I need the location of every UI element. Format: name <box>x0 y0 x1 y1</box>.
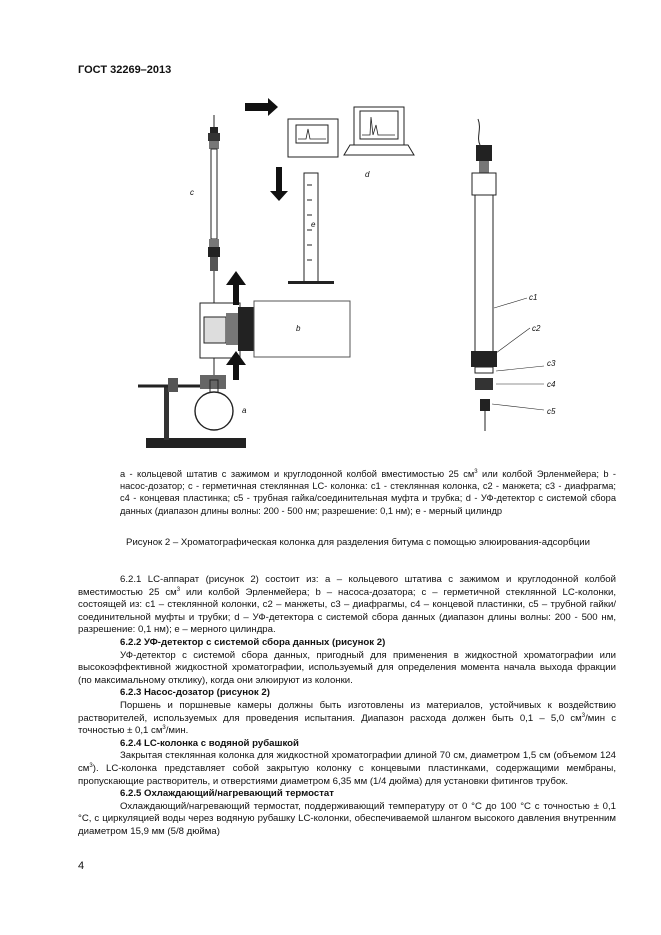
heading-6-2-4: 6.2.4 LC-колонка с водяной рубашкой <box>120 737 299 749</box>
heading-6-2-5: 6.2.5 Охлаждающий/нагревающий термостат <box>120 788 334 800</box>
label-e: e <box>311 220 316 229</box>
paragraph-6-2-1: 6.2.1 LC-аппарат (рисунок 2) состоит из: a – кольцевого штатива с зажимом и круглодонной колбой вместимостью 25 $см^3$ или колбой Эрленмейера; b – насоса-дозатора; c – герметичной стеклянной LC-колонки, состоящей из: c1 – стеклянной колонки, c2 – манжеты, c3 – диафрагмы, c4 – концевой пластинки, c5 – трубной гайки/соединительной муфты и трубки; d – УФ-детектора с системой сбора данных (диапазон длины волны: 200 - 500 нм, разрешение: 0,1 нм); e – мерного цилиндра. <box>78 574 616 636</box>
label-c4: c4 <box>547 380 556 389</box>
label-c2: c2 <box>532 324 541 333</box>
paragraph-6-2-5: Охлаждающий/нагревающий термостат, поддерживающий температуру от 0 °С до 100 °С с точностью ± 0,1 °С, с циркуляцией воды через водяную рубашку LC-колонки, обеспечиваемой шлангом высокого давления внутренним диаметром 15,9 мм (5/8 дюйма) <box>78 800 616 837</box>
label-c5: c5 <box>547 407 556 416</box>
label-d: d <box>365 170 370 179</box>
leader-lines <box>492 298 544 410</box>
paragraph-6-2-4: Закрытая стеклянная колонка для жидкостной хроматографии длиной 70 см, диаметром 1,5 см (объемом 124 $см^3$). LC-колонка представляет собой закрытую колонку с концевыми пластинками, содержащими мембраны, пропускающие растворитель, и отверстиями диаметром 6,35 мм (1/4 дюйма) для установки фитингов трубок. <box>78 750 616 787</box>
heading-6-2-2: 6.2.2 УФ-детектор с системой сбора данных (рисунок 2) <box>120 636 386 648</box>
lc-column-right <box>471 119 497 431</box>
label-c3: c3 <box>547 359 556 368</box>
figure-title: Рисунок 2 – Хроматографическая колонка для разделения битума с помощью элюирования-адсорбции <box>126 537 590 548</box>
label-a: a <box>242 406 247 415</box>
figure-legend: a - кольцевой штатив с зажимом и круглодонной колбой вместимостью 25 $см^3$ или колбой Эрленмейера; b - насос-дозатор; c - герметичная стеклянная LC- колонка: c1 - стеклянная колонка, c2 - манжета; c3 - диафрагма; c4 - концевая пластинка; c5 - трубная гайка/соединительная муфта и трубка; d - УФ-детектор с системой сбора данных (диапазон длины волны: 200 - 500 нм; разрешение: 0,1 нм); e - мерный цилиндр <box>120 468 616 516</box>
paragraph-6-2-2: УФ-детектор с системой сбора данных, пригодный для применения в жидкостной хроматографии или высокоэффективной жидкостной хроматографии, используемый для определения момента начала выхода фракции (по максимальному отклику), когда они элюируют из колонки. <box>78 649 616 686</box>
label-c1: c1 <box>529 293 538 302</box>
main-text <box>78 574 616 838</box>
page-number: 4 <box>78 860 85 872</box>
pump-doser <box>200 291 350 369</box>
round-bottom-flask <box>195 363 233 430</box>
heading-6-2-3: 6.2.3 Насос-дозатор (рисунок 2) <box>120 687 270 699</box>
standard-header: ГОСТ 32269–2013 <box>78 64 172 76</box>
uv-detector <box>288 107 414 157</box>
label-b: b <box>296 324 301 333</box>
lc-column-left <box>208 115 220 291</box>
apparatus-figure <box>130 95 610 465</box>
paragraph-6-2-3: Поршень и поршневые камеры должны быть изготовлены из материалов, устойчивых к воздействию растворителей, используемых для проведения испытания. Диапазон расхода должен быть 0,1 – 5,0 $см^3$/мин с точностью ± 0,1 $см^3$/мин. <box>78 699 616 737</box>
label-c: c <box>190 188 194 197</box>
